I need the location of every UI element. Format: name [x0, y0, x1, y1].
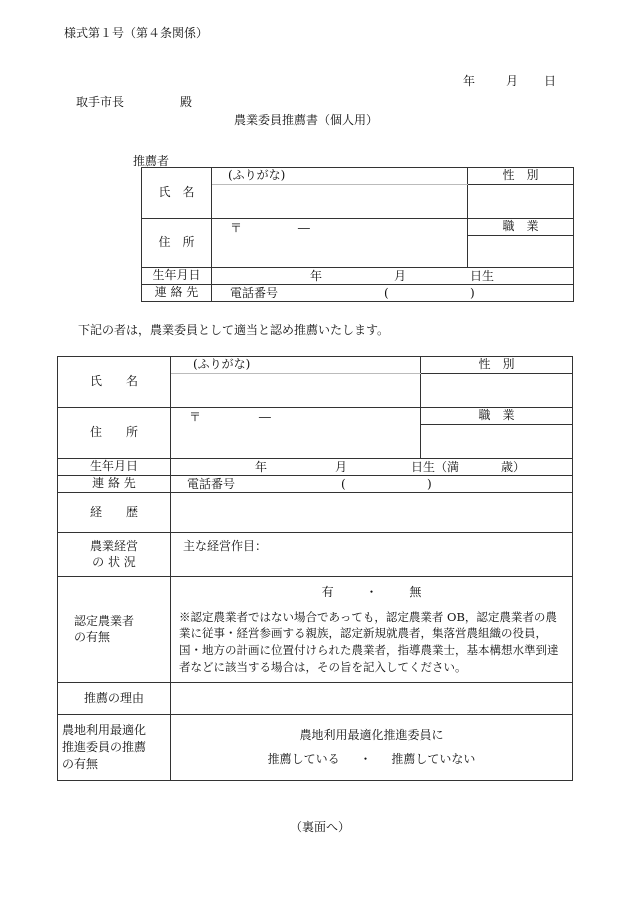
recommender-furigana-label: (ふりがな)	[212, 168, 468, 185]
candidate-promo-field[interactable]	[171, 715, 573, 781]
recommender-occupation-field[interactable]	[468, 236, 574, 268]
recommender-name-field[interactable]	[212, 185, 468, 219]
promo-yes-option[interactable]: 推薦している	[267, 751, 340, 766]
certified-separator: ・	[365, 585, 378, 599]
candidate-phone-label: 電話番号	[187, 477, 236, 491]
date-month: 月	[506, 74, 519, 88]
date-day: 日	[544, 74, 557, 88]
candidate-birth-field[interactable]	[171, 459, 573, 476]
candidate-birth-month: 月	[335, 460, 348, 474]
recommender-section-label: 推薦者	[133, 154, 170, 168]
candidate-furigana-label: (ふりがな)	[171, 357, 421, 374]
candidate-age-unit: 歳）	[501, 460, 526, 474]
candidate-certified-label-line2: の有無	[74, 629, 111, 644]
candidate-promo-label-line1: 農地利用最適化	[62, 723, 147, 738]
candidate-promo-label-line3: の有無	[62, 756, 99, 771]
candidate-career-label: 経 歴	[58, 493, 171, 533]
certified-no-option[interactable]: 無	[409, 585, 422, 599]
certified-note: ※認定農業者ではない場合であっても，認定農業者 OB，認定農業者の農業に従事・経営参画する親族，認定新規就農者，集落営農組織の役員，国・地方の計画に位置付けられた農業者，指導農業士，基本構想水準到達者などに該当する場合は，その旨を記入してください。	[179, 609, 559, 674]
recommender-birth-label: 生年月日	[142, 268, 212, 285]
recommender-phone-close: )	[470, 286, 475, 300]
promo-separator: ・	[359, 751, 372, 766]
addressee-honorific: 殿	[180, 95, 193, 109]
recommender-name-label: 氏 名	[142, 168, 212, 219]
candidate-farm-label-line2: の 状 況	[92, 554, 136, 569]
recommender-phone-label: 電話番号	[230, 286, 279, 300]
candidate-farm-crops-label: 主な経営作目：	[183, 539, 268, 553]
candidate-reason-label: 推薦の理由	[58, 683, 171, 715]
recommender-address-field[interactable]	[212, 219, 468, 268]
candidate-occupation-label: 職 業	[421, 408, 573, 425]
form-number: 様式第１号（第４条関係）	[64, 26, 209, 40]
candidate-promo-label	[58, 715, 171, 781]
recommender-postal-dash: ―	[297, 221, 310, 235]
candidate-address-field[interactable]	[171, 408, 421, 459]
candidate-birth-year: 年	[255, 460, 268, 474]
promo-line1: 農地利用最適化推進委員に	[299, 727, 444, 742]
date-year: 年	[463, 74, 476, 88]
recommender-gender-label: 性 別	[468, 168, 574, 185]
recommender-gender-field[interactable]	[468, 185, 574, 219]
candidate-contact-label: 連 絡 先	[58, 476, 171, 493]
candidate-certified-label-line1: 認定農業者	[74, 613, 135, 628]
addressee-name: 取手市長	[76, 95, 125, 109]
certified-yes-option[interactable]: 有	[321, 585, 334, 599]
recommender-occupation-label: 職 業	[468, 219, 574, 236]
footer-continue: （裏面へ）	[290, 820, 351, 834]
recommender-postal-mark: 〒	[230, 221, 243, 235]
candidate-contact-field[interactable]	[171, 476, 573, 493]
candidate-farm-label-line1: 農業経営	[89, 538, 138, 553]
recommender-contact-label: 連 絡 先	[142, 285, 212, 302]
candidate-birth-day-age: 日生（満	[411, 460, 460, 474]
candidate-postal-dash: ―	[258, 410, 271, 424]
recommender-address-label: 住 所	[142, 219, 212, 268]
candidate-gender-label: 性 別	[421, 357, 573, 374]
candidate-farm-label	[58, 533, 171, 577]
candidate-birth-label: 生年月日	[58, 459, 171, 476]
candidate-name-label: 氏 名	[58, 357, 171, 408]
candidate-occupation-field[interactable]	[421, 425, 573, 459]
candidate-name-field[interactable]	[171, 374, 421, 408]
candidate-career-field[interactable]	[171, 493, 573, 533]
recommender-contact-field[interactable]	[212, 285, 574, 302]
candidate-certified-label	[58, 577, 171, 683]
recommender-birth-month: 月	[394, 269, 407, 283]
candidate-gender-field[interactable]	[421, 374, 573, 408]
candidate-table	[57, 356, 573, 781]
recommender-birth-day: 日生	[470, 269, 495, 283]
recommender-birth-field[interactable]	[212, 268, 574, 285]
promo-no-option[interactable]: 推薦していない	[391, 751, 476, 766]
candidate-promo-label-line2: 推進委員の推薦	[62, 740, 147, 755]
candidate-postal-mark: 〒	[189, 410, 202, 424]
candidate-phone-open: (	[341, 477, 346, 491]
candidate-phone-close: )	[427, 477, 432, 491]
candidate-farm-field[interactable]	[171, 533, 573, 577]
recommendation-statement: 下記の者は，農業委員として適当と認め推薦いたします。	[78, 323, 390, 337]
page-title: 農業委員推薦書（個人用）	[234, 113, 379, 127]
candidate-certified-field[interactable]	[171, 577, 573, 683]
recommender-table	[141, 167, 574, 302]
candidate-reason-field[interactable]	[171, 683, 573, 715]
candidate-address-label: 住 所	[58, 408, 171, 459]
recommender-phone-open: (	[384, 286, 389, 300]
recommender-birth-year: 年	[310, 269, 323, 283]
